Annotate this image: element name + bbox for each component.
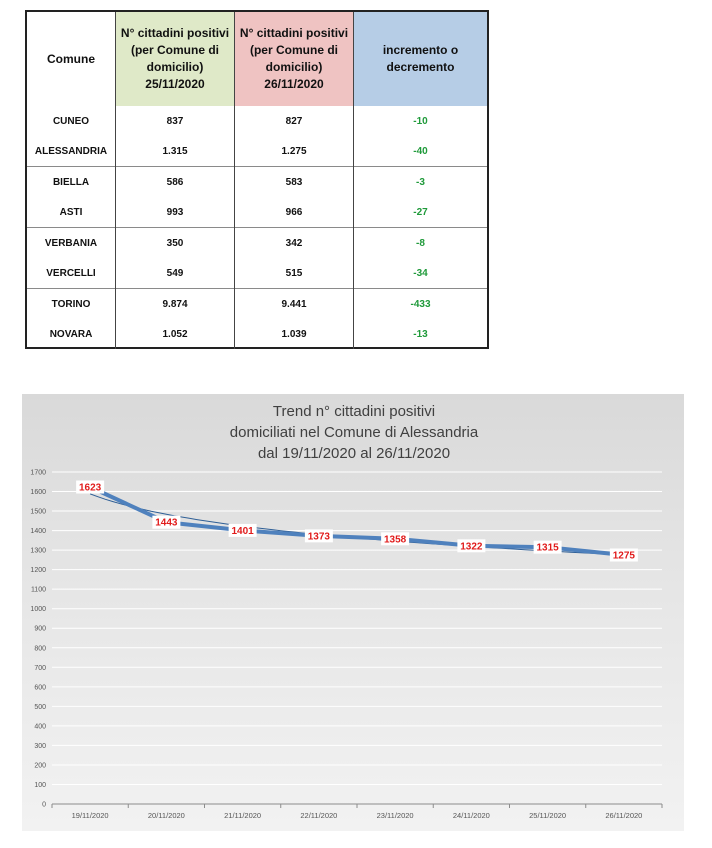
y-tick-label: 400 — [34, 723, 46, 731]
cell-increment: -3 — [354, 167, 488, 198]
data-label-text: 1322 — [460, 541, 483, 553]
cell-value-25: 350 — [116, 228, 235, 259]
x-tick-label: 25/11/2020 — [529, 811, 567, 820]
data-label — [457, 539, 485, 552]
cell-value-25: 549 — [116, 258, 235, 289]
cell-value-25: 837 — [116, 106, 235, 136]
y-tick-label: 200 — [34, 762, 46, 770]
cell-increment: -433 — [354, 289, 488, 320]
x-tick-label: 24/11/2020 — [452, 811, 490, 820]
cell-value-26: 583 — [235, 167, 354, 198]
data-label — [305, 529, 333, 542]
y-tick-label: 600 — [34, 684, 46, 692]
x-tick-label: 19/11/2020 — [71, 811, 109, 820]
cell-comune: TORINO — [27, 289, 116, 320]
cell-increment: -34 — [354, 258, 488, 289]
y-tick-label: 1100 — [30, 586, 46, 594]
cell-comune: VERBANIA — [27, 228, 116, 259]
chart-title-line-1: Trend n° cittadini positivi — [272, 403, 436, 420]
x-tick-label: 26/11/2020 — [605, 811, 643, 820]
x-tick-label: 23/11/2020 — [376, 811, 414, 820]
header-incremento: incremento o decremento — [354, 12, 488, 106]
y-tick-label: 500 — [34, 703, 46, 711]
cell-increment: -10 — [354, 106, 488, 136]
cell-value-26: 342 — [235, 228, 354, 259]
data-label-text: 1401 — [231, 525, 254, 537]
y-tick-label: 1000 — [30, 606, 46, 614]
y-tick-label: 1300 — [30, 547, 46, 555]
table-row — [27, 289, 487, 320]
table-row — [27, 136, 487, 167]
data-label-text: 1623 — [79, 482, 102, 494]
data-label-text: 1373 — [307, 531, 330, 543]
data-label — [76, 481, 104, 494]
data-label — [534, 541, 562, 554]
cell-value-26: 1.275 — [235, 136, 354, 167]
cell-value-26: 966 — [235, 197, 354, 228]
y-tick-label: 1500 — [30, 508, 46, 516]
y-tick-label: 1600 — [30, 489, 46, 497]
header-positivi-26-11: N° cittadini positivi (per Comune di domicilio) 26/11/2020 — [235, 12, 354, 106]
table-row — [27, 319, 487, 349]
table-row — [27, 228, 487, 259]
y-tick-label: 0 — [42, 801, 46, 809]
y-tick-label: 1700 — [30, 469, 46, 477]
x-tick-label: 20/11/2020 — [147, 811, 185, 820]
data-label-text: 1443 — [155, 517, 178, 529]
cell-comune: VERCELLI — [46, 267, 96, 279]
x-tick-label: 21/11/2020 — [224, 811, 262, 820]
trend-chart-svg — [22, 394, 684, 831]
cell-value-25: 586 — [116, 167, 235, 198]
x-tick-label: 22/11/2020 — [300, 811, 338, 820]
y-tick-label: 1400 — [30, 528, 46, 536]
data-label — [610, 549, 638, 562]
cell-comune: CUNEO — [52, 115, 90, 127]
table-row — [27, 106, 487, 136]
data-label-text: 1315 — [536, 542, 559, 554]
data-label-text: 1275 — [612, 550, 635, 562]
chart-title-line-2: domiciliati nel Comune di Alessandria — [229, 424, 479, 441]
data-label-text: 1358 — [384, 534, 407, 546]
trend-chart — [22, 394, 684, 831]
cell-increment: -27 — [354, 197, 488, 228]
table-row — [27, 258, 487, 289]
data-label — [381, 532, 409, 545]
cell-value-25: 1.052 — [116, 319, 235, 349]
chart-title-line-3: dal 19/11/2020 al 26/11/2020 — [257, 445, 451, 462]
cell-increment: -8 — [354, 228, 488, 259]
positives-table — [25, 10, 489, 349]
cell-value-25: 993 — [116, 197, 235, 228]
cell-value-26: 1.039 — [235, 319, 354, 349]
cell-comune: NOVARA — [49, 328, 93, 340]
y-tick-label: 800 — [34, 645, 46, 653]
cell-value-26: 827 — [235, 106, 354, 136]
y-tick-label: 300 — [34, 742, 46, 750]
cell-value-26: 9.441 — [235, 289, 354, 320]
cell-increment: -13 — [354, 319, 488, 349]
data-label — [229, 524, 257, 537]
cell-value-26: 515 — [235, 258, 354, 289]
cell-value-25: 9.874 — [116, 289, 235, 320]
header-comune: Comune — [47, 51, 95, 66]
table-row — [27, 197, 487, 228]
table-header-row — [27, 12, 487, 106]
table-row — [27, 167, 487, 198]
cell-comune: BIELLA — [27, 167, 116, 198]
cell-increment: -40 — [354, 136, 488, 167]
cell-comune: ALESSANDRIA — [34, 145, 108, 157]
y-tick-label: 100 — [34, 781, 46, 789]
y-tick-label: 1200 — [30, 567, 46, 575]
cell-value-25: 1.315 — [116, 136, 235, 167]
cell-comune: ASTI — [59, 206, 83, 218]
y-tick-label: 900 — [34, 625, 46, 633]
data-label — [152, 516, 180, 529]
y-tick-label: 700 — [34, 664, 46, 672]
header-positivi-25-11: N° cittadini positivi (per Comune di domicilio) 25/11/2020 — [116, 12, 235, 106]
